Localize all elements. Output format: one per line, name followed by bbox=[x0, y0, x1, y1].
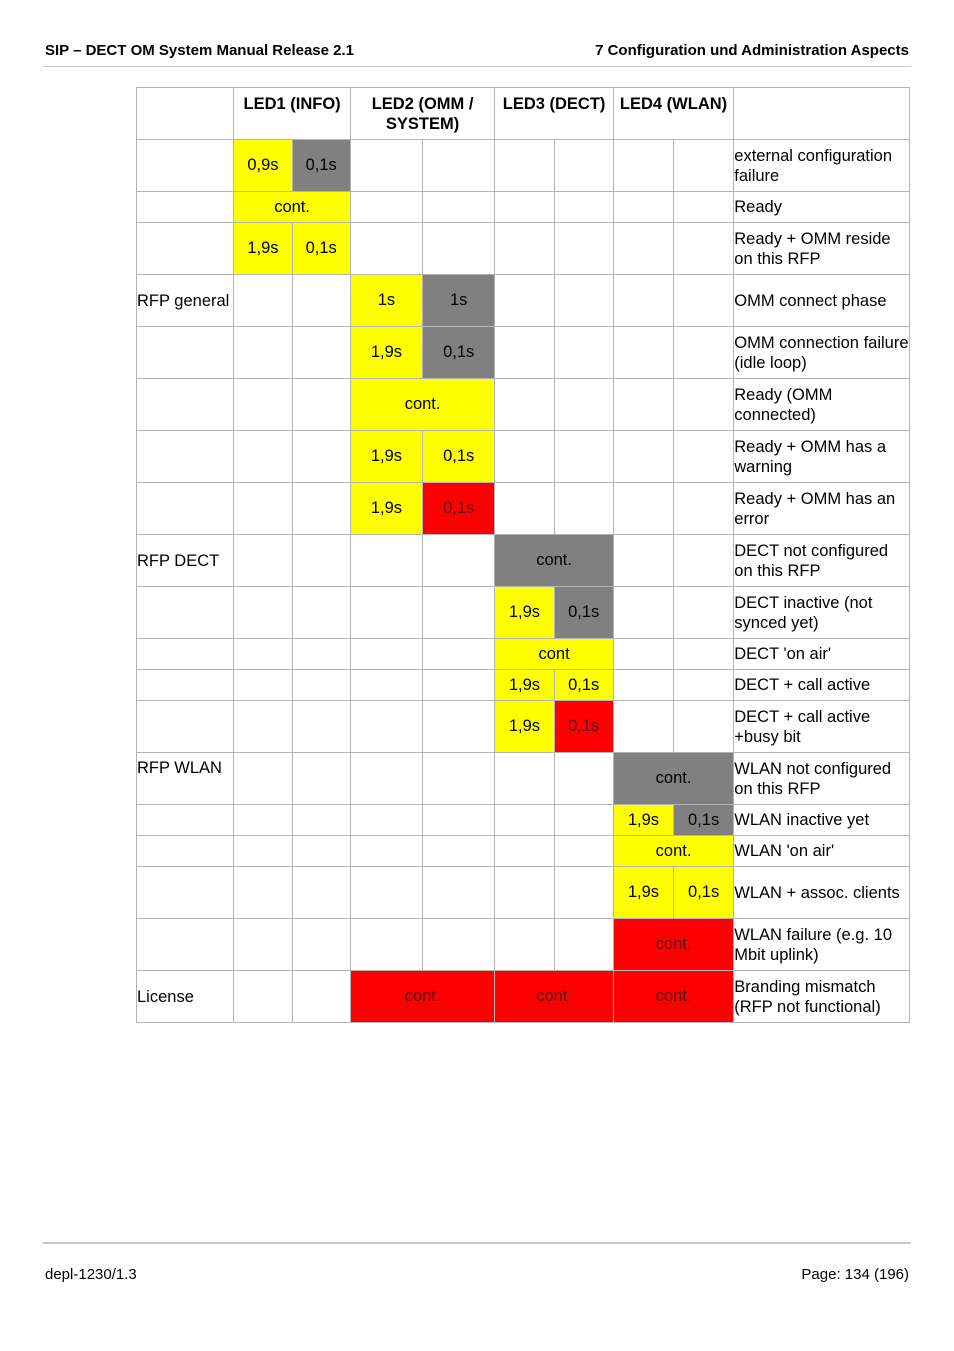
page-number: Page: 134 (196) bbox=[801, 1266, 909, 1283]
header-led3: LED3 (DECT) bbox=[495, 88, 613, 140]
header-divider bbox=[43, 66, 911, 67]
row-description: WLAN 'on air' bbox=[734, 836, 910, 867]
row-description: Ready + OMM has a warning bbox=[734, 431, 910, 483]
led-cell bbox=[292, 753, 350, 805]
led-cell bbox=[423, 919, 495, 971]
led-cell bbox=[613, 431, 673, 483]
row-description: WLAN inactive yet bbox=[734, 805, 910, 836]
led-cell bbox=[350, 670, 422, 701]
led-cell: 1,9s bbox=[613, 805, 673, 836]
led-cell bbox=[234, 670, 292, 701]
led-cell: 1,9s bbox=[495, 701, 554, 753]
row-group-label: RFP general bbox=[137, 275, 234, 327]
led-cell bbox=[674, 587, 734, 639]
led-cell: cont. bbox=[234, 192, 350, 223]
led-cell bbox=[292, 379, 350, 431]
led-cell bbox=[234, 836, 292, 867]
led-cell bbox=[234, 483, 292, 535]
led-cell bbox=[554, 836, 613, 867]
led-cell: 1,9s bbox=[613, 867, 673, 919]
led-cell bbox=[350, 867, 422, 919]
row-group-label bbox=[137, 639, 234, 670]
led-cell: 0,1s bbox=[554, 670, 613, 701]
row-group-label bbox=[137, 327, 234, 379]
led-cell bbox=[674, 701, 734, 753]
led-cell bbox=[674, 192, 734, 223]
led-cell bbox=[292, 701, 350, 753]
led-cell bbox=[495, 867, 554, 919]
led-cell bbox=[234, 701, 292, 753]
led-cell: cont. bbox=[613, 971, 733, 1023]
led-cell: cont. bbox=[495, 971, 613, 1023]
led-cell bbox=[613, 670, 673, 701]
row-description: external configuration failure bbox=[734, 140, 910, 192]
row-group-label bbox=[137, 919, 234, 971]
led-cell: 1s bbox=[350, 275, 422, 327]
led-cell bbox=[495, 753, 554, 805]
led-cell: 0,1s bbox=[554, 587, 613, 639]
table-row bbox=[137, 701, 910, 753]
led-cell bbox=[292, 836, 350, 867]
led-cell bbox=[423, 639, 495, 670]
led-cell bbox=[234, 639, 292, 670]
table-row bbox=[137, 483, 910, 535]
led-cell bbox=[674, 140, 734, 192]
led-cell bbox=[554, 192, 613, 223]
led-cell bbox=[554, 431, 613, 483]
led-cell bbox=[234, 327, 292, 379]
row-description: DECT + call active +busy bit bbox=[734, 701, 910, 753]
led-cell bbox=[350, 919, 422, 971]
header-led2: LED2 (OMM / SYSTEM) bbox=[350, 88, 495, 140]
led-cell bbox=[234, 275, 292, 327]
led-cell bbox=[674, 535, 734, 587]
led-cell bbox=[292, 587, 350, 639]
table-row bbox=[137, 753, 910, 805]
row-description: WLAN failure (e.g. 10 Mbit uplink) bbox=[734, 919, 910, 971]
led-cell bbox=[613, 140, 673, 192]
led-cell bbox=[554, 867, 613, 919]
led-cell: cont. bbox=[613, 836, 733, 867]
table-row bbox=[137, 971, 910, 1023]
led-cell bbox=[423, 140, 495, 192]
led-cell bbox=[554, 327, 613, 379]
row-description: WLAN + assoc. clients bbox=[734, 867, 910, 919]
led-cell bbox=[613, 223, 673, 275]
led-cell bbox=[674, 483, 734, 535]
row-group-label bbox=[137, 192, 234, 223]
led-cell bbox=[423, 535, 495, 587]
led-cell bbox=[292, 805, 350, 836]
led-cell bbox=[495, 275, 554, 327]
table-row bbox=[137, 379, 910, 431]
led-cell: 0,1s bbox=[423, 483, 495, 535]
row-description: Branding mismatch (RFP not functional) bbox=[734, 971, 910, 1023]
led-cell bbox=[495, 431, 554, 483]
led-cell bbox=[234, 587, 292, 639]
led-cell bbox=[350, 535, 422, 587]
led-cell: 1,9s bbox=[495, 587, 554, 639]
led-cell bbox=[613, 701, 673, 753]
row-group-label bbox=[137, 379, 234, 431]
led-cell bbox=[423, 587, 495, 639]
led-cell bbox=[495, 223, 554, 275]
led-cell bbox=[423, 753, 495, 805]
led-cell bbox=[674, 275, 734, 327]
led-cell bbox=[674, 670, 734, 701]
led-cell bbox=[613, 483, 673, 535]
row-description: OMM connection failure (idle loop) bbox=[734, 327, 910, 379]
row-group-label bbox=[137, 805, 234, 836]
led-cell bbox=[234, 431, 292, 483]
led-cell: cont. bbox=[613, 753, 733, 805]
led-cell bbox=[292, 431, 350, 483]
row-group-label bbox=[137, 140, 234, 192]
led-cell bbox=[554, 140, 613, 192]
table-header-row bbox=[137, 88, 910, 140]
led-cell bbox=[495, 805, 554, 836]
led-cell: 1,9s bbox=[234, 223, 292, 275]
led-cell bbox=[674, 379, 734, 431]
led-cell bbox=[613, 192, 673, 223]
led-cell bbox=[613, 639, 673, 670]
header-blank-cell bbox=[137, 88, 234, 140]
led-cell: cont bbox=[495, 639, 613, 670]
led-cell bbox=[234, 753, 292, 805]
row-description: Ready (OMM connected) bbox=[734, 379, 910, 431]
led-cell bbox=[234, 919, 292, 971]
led-cell bbox=[350, 223, 422, 275]
led-cell bbox=[350, 587, 422, 639]
led-cell bbox=[554, 379, 613, 431]
led-cell bbox=[350, 192, 422, 223]
row-group-label bbox=[137, 431, 234, 483]
led-cell bbox=[613, 587, 673, 639]
led-cell: 1,9s bbox=[350, 431, 422, 483]
led-cell bbox=[495, 379, 554, 431]
led-cell: 0,1s bbox=[674, 805, 734, 836]
led-cell bbox=[613, 327, 673, 379]
row-description: OMM connect phase bbox=[734, 275, 910, 327]
led-cell bbox=[292, 535, 350, 587]
led-cell: 0,1s bbox=[292, 223, 350, 275]
led-cell: cont. bbox=[350, 971, 495, 1023]
led-cell bbox=[234, 805, 292, 836]
page-header-title: SIP – DECT OM System Manual Release 2.1 bbox=[45, 42, 355, 59]
led-cell: 0,1s bbox=[423, 431, 495, 483]
table-row bbox=[137, 275, 910, 327]
table-row bbox=[137, 836, 910, 867]
table-row bbox=[137, 805, 910, 836]
table-row bbox=[137, 639, 910, 670]
led-status-table bbox=[136, 87, 910, 1023]
led-cell bbox=[234, 971, 292, 1023]
led-cell bbox=[674, 223, 734, 275]
led-cell bbox=[423, 867, 495, 919]
header-desc-cell bbox=[734, 88, 910, 140]
led-cell: 1s bbox=[423, 275, 495, 327]
table-row bbox=[137, 587, 910, 639]
led-cell bbox=[292, 275, 350, 327]
led-cell bbox=[350, 805, 422, 836]
footer-divider bbox=[43, 1242, 911, 1244]
led-cell bbox=[554, 483, 613, 535]
led-cell bbox=[423, 670, 495, 701]
led-cell: cont. bbox=[495, 535, 613, 587]
led-cell bbox=[234, 379, 292, 431]
row-group-label bbox=[137, 483, 234, 535]
led-cell bbox=[292, 327, 350, 379]
row-group-label bbox=[137, 836, 234, 867]
row-group-label bbox=[137, 867, 234, 919]
led-cell: 1,9s bbox=[350, 483, 422, 535]
led-cell bbox=[495, 483, 554, 535]
row-group-label bbox=[137, 670, 234, 701]
led-cell bbox=[423, 836, 495, 867]
led-cell bbox=[613, 275, 673, 327]
table-row bbox=[137, 327, 910, 379]
led-cell bbox=[423, 805, 495, 836]
row-group-label: License bbox=[137, 971, 234, 1023]
led-cell bbox=[495, 919, 554, 971]
table-row bbox=[137, 431, 910, 483]
led-cell bbox=[292, 670, 350, 701]
led-cell bbox=[554, 275, 613, 327]
led-cell bbox=[292, 971, 350, 1023]
led-cell bbox=[292, 919, 350, 971]
led-cell bbox=[234, 535, 292, 587]
row-description: Ready + OMM reside on this RFP bbox=[734, 223, 910, 275]
row-group-label: RFP DECT bbox=[137, 535, 234, 587]
led-cell bbox=[674, 639, 734, 670]
led-cell bbox=[423, 223, 495, 275]
led-cell: cont. bbox=[613, 919, 733, 971]
led-cell bbox=[423, 192, 495, 223]
led-cell bbox=[350, 753, 422, 805]
led-cell bbox=[554, 753, 613, 805]
led-cell bbox=[674, 327, 734, 379]
led-cell bbox=[674, 431, 734, 483]
header-led4: LED4 (WLAN) bbox=[613, 88, 733, 140]
header-led1: LED1 (INFO) bbox=[234, 88, 350, 140]
led-cell: 0,1s bbox=[674, 867, 734, 919]
led-cell bbox=[234, 867, 292, 919]
row-group-label bbox=[137, 223, 234, 275]
row-description: DECT inactive (not synced yet) bbox=[734, 587, 910, 639]
table-row bbox=[137, 223, 910, 275]
led-cell bbox=[495, 836, 554, 867]
table-row bbox=[137, 670, 910, 701]
row-group-label bbox=[137, 587, 234, 639]
led-cell bbox=[495, 140, 554, 192]
document-id: depl-1230/1.3 bbox=[45, 1266, 137, 1283]
led-cell bbox=[292, 867, 350, 919]
row-description: DECT not configured on this RFP bbox=[734, 535, 910, 587]
row-group-label: RFP WLAN bbox=[137, 753, 234, 805]
led-cell bbox=[613, 379, 673, 431]
led-cell: 1,9s bbox=[350, 327, 422, 379]
table-row bbox=[137, 192, 910, 223]
row-description: Ready + OMM has an error bbox=[734, 483, 910, 535]
table-row bbox=[137, 140, 910, 192]
led-cell bbox=[495, 327, 554, 379]
led-cell bbox=[554, 805, 613, 836]
row-description: DECT 'on air' bbox=[734, 639, 910, 670]
led-cell bbox=[495, 192, 554, 223]
led-cell: 0,9s bbox=[234, 140, 292, 192]
led-cell: cont. bbox=[350, 379, 495, 431]
led-cell: 0,1s bbox=[292, 140, 350, 192]
led-cell bbox=[350, 701, 422, 753]
page-header-section: 7 Configuration und Administration Aspects bbox=[595, 42, 909, 59]
led-cell: 0,1s bbox=[423, 327, 495, 379]
led-cell bbox=[292, 639, 350, 670]
led-cell: 0,1s bbox=[554, 701, 613, 753]
row-description: Ready bbox=[734, 192, 910, 223]
led-cell bbox=[423, 701, 495, 753]
led-cell bbox=[554, 223, 613, 275]
led-cell bbox=[554, 919, 613, 971]
row-description: WLAN not configured on this RFP bbox=[734, 753, 910, 805]
row-group-label bbox=[137, 701, 234, 753]
led-cell bbox=[613, 535, 673, 587]
led-cell bbox=[292, 483, 350, 535]
table-row bbox=[137, 535, 910, 587]
led-cell: 1,9s bbox=[495, 670, 554, 701]
led-cell bbox=[350, 836, 422, 867]
table-row bbox=[137, 867, 910, 919]
row-description: DECT + call active bbox=[734, 670, 910, 701]
led-cell bbox=[350, 639, 422, 670]
led-cell bbox=[350, 140, 422, 192]
table-row bbox=[137, 919, 910, 971]
